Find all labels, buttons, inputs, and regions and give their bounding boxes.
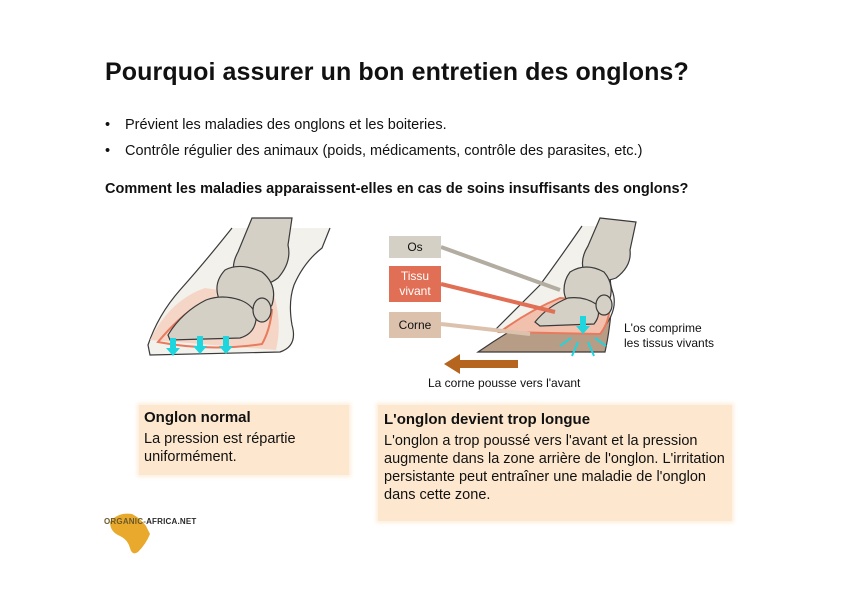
long-bone-sesamoid	[596, 295, 612, 315]
section-subtitle: Comment les maladies apparaissent-elles en cas de soins insuffisants des onglons?	[105, 181, 689, 197]
leader-bone	[441, 247, 560, 290]
pressure-annotation: L'os comprime les tissus vivants	[624, 321, 715, 350]
card-long-hoof	[378, 405, 732, 521]
logo-text: ORGANIC-AFRICA.NET	[104, 517, 197, 526]
long-hoof-illustration	[441, 218, 636, 374]
bullet-item-prevention: • Prévient les maladies des onglons et les boiteries.	[105, 116, 642, 142]
card-normal-text: La pression est répartie uniformément.	[144, 431, 296, 465]
card-normal-title: Onglon normal	[144, 409, 251, 426]
bullet-item-control: • Contrôle régulier des animaux (poids, médicaments, contrôle des parasites, etc.)	[105, 142, 642, 168]
growth-annotation: La corne pousse vers l'avant	[428, 376, 581, 390]
card-long-title: L'onglon devient trop longue	[384, 411, 591, 428]
normal-bone-sesamoid	[253, 298, 271, 322]
normal-hoof-illustration	[148, 218, 330, 356]
growth-arrow	[444, 354, 518, 374]
legend-bone: Os	[389, 236, 441, 258]
page-title: Pourquoi assurer un bon entretien des onglons?	[105, 58, 689, 86]
organic-africa-logo	[104, 512, 197, 552]
legend-horn: Corne	[389, 312, 441, 338]
legend-living-tissue: Tissu vivant	[389, 266, 441, 302]
card-normal-hoof	[139, 405, 349, 475]
card-long-text: L'onglon a trop poussé vers l'avant et la pression augmente dans la zone arrière de l'onglon. L'irritation persistante peut entraîner une maladie de l'onglon dans cette zone.	[384, 433, 725, 503]
